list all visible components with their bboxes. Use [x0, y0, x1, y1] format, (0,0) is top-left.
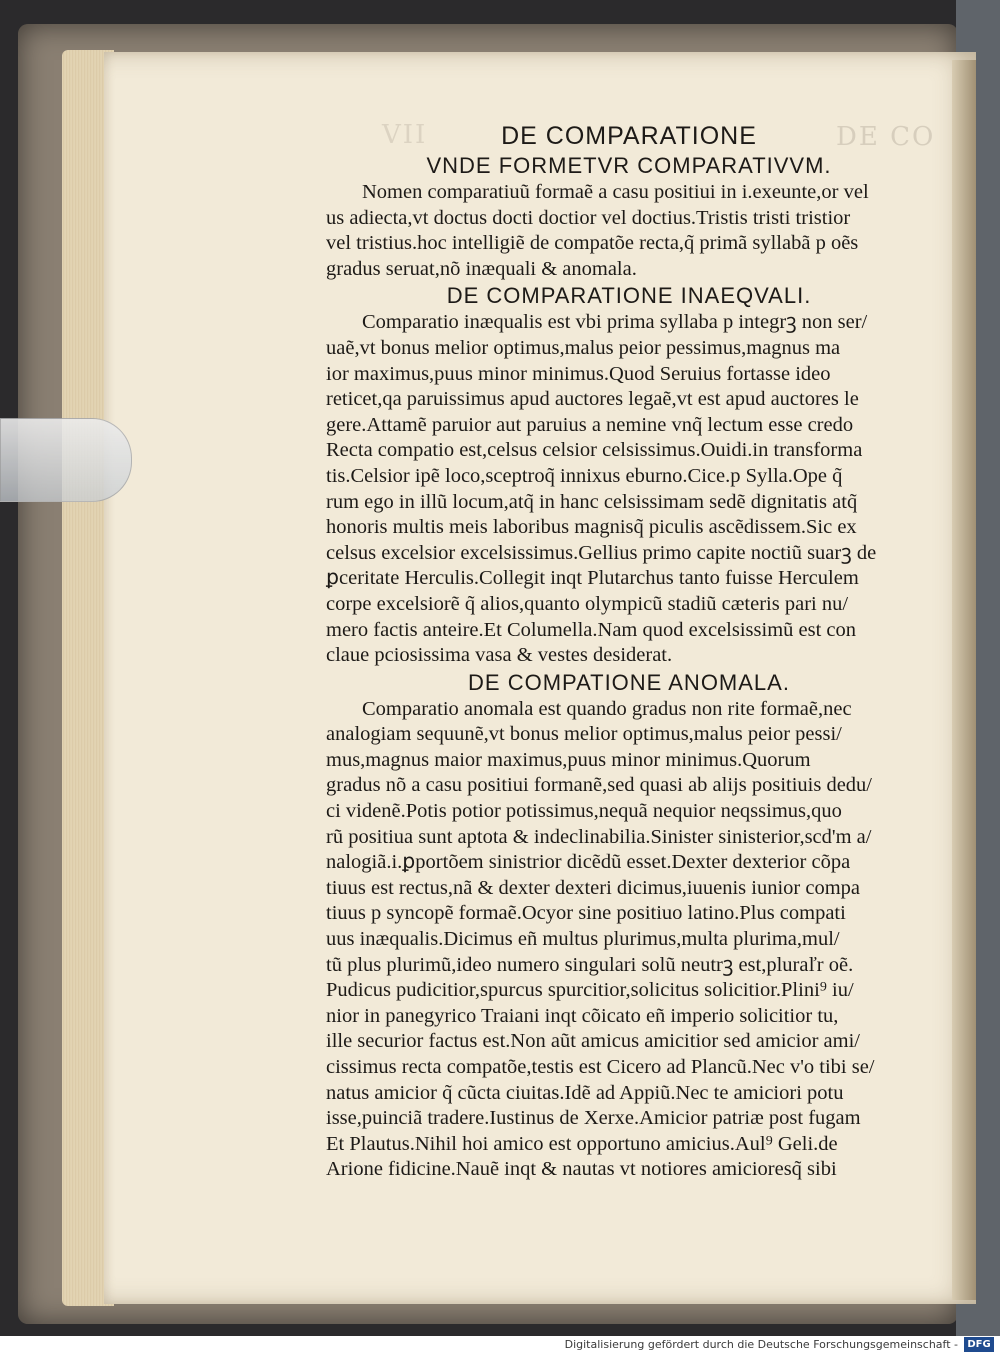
- digitization-credit: Digitalisierung gefördert durch die Deutsche Forschungsgemeinschaft -: [564, 1338, 958, 1351]
- section-heading: DE COMPATIONE ANOMALA.: [468, 669, 790, 695]
- section-formation: [326, 152, 932, 282]
- text-line: Arione fidicine.Nauẽ inqt & nautas vt notiores amicioresq̃ sibi: [326, 1158, 837, 1181]
- text-line: nior in panegyrico Traiani inqt cõicato eñ imperio solicitior tu,: [326, 1004, 839, 1027]
- text-line: mus,magnus maior maximus,puus minor minimus.Quorum: [326, 748, 811, 771]
- text-line: tis.Celsior ipẽ loco,sceptroq̃ innixus eburno.Cice.p Sylla.Ope q̃: [326, 464, 843, 487]
- text-line: honoris multis meis laboribus magnisq̃ piculis ascẽdissem.Sic ex: [326, 516, 857, 539]
- page-gutter: [952, 60, 976, 1300]
- text-line: Comparatio inæqualis est vbi prima syllaba p integrꝫ non ser/: [362, 311, 868, 334]
- page-title: DE COMPARATIONE: [501, 122, 757, 150]
- text-line: rũ positiua sunt aptota & indeclinabilia.Sinister sinisterior,scd'm a/: [326, 825, 872, 848]
- bookmark-tab: [0, 418, 132, 502]
- text-line: vel tristius.hoc intelligiẽ de compatõe recta,q̃ primã syllabã p oẽs: [326, 232, 859, 255]
- section-anomala: [326, 669, 932, 1183]
- text-line: celsus excelsior excelsissimus.Gellius primo capite noctiũ suarꝫ de: [326, 541, 877, 564]
- show-through-text-right: DE CO: [836, 122, 936, 152]
- text-line: uus inæqualis.Dicimus eñ multus plurimus,multa plurima,mul/: [326, 928, 840, 951]
- section-heading: DE COMPARATIONE INAEQVALI.: [446, 283, 812, 309]
- text-line: ci videnẽ.Potis potior potissimus,nequã nequior neqssimus,quo: [326, 800, 842, 823]
- text-line: Pudicus pudicitior,spurcus spurcitior,solicitus solicitior.Plini⁹ iu/: [326, 979, 854, 1002]
- text-line: reticet,qa paruissimus apud auctores legaẽ,vt est apud auctores le: [326, 388, 859, 411]
- text-line: Comparatio anomala est quando gradus non rite formaẽ,nec: [362, 697, 852, 720]
- text-line: analogiam sequunẽ,vt bonus melior optimus,malus peior pessi/: [326, 723, 842, 746]
- text-line: uaẽ,vt bonus melior optimus,malus peior pessimus,magnus ma: [326, 336, 841, 359]
- dfg-logo: DFG: [964, 1337, 994, 1352]
- text-line: ille securior factus est.Non aũt amicus amicitior sed amicior ami/: [326, 1030, 860, 1053]
- text-line: Et Plautus.Nihil hoi amico est opportuno amicius.Aul⁹ Geli.de: [326, 1132, 838, 1155]
- text-line: tũ plus plurimũ,ideo numero singulari solũ neutrꝫ est,pluraľr oẽ.: [326, 953, 854, 976]
- text-line: tiuus est rectus,nã & dexter dexteri dicimus,iuuenis iunior compa: [326, 876, 861, 899]
- show-through-text-left: VII: [382, 120, 428, 150]
- section-inaequali: [326, 282, 932, 668]
- text-line: natus amicior q̃ cũcta ciuitas.Idẽ ad Appiũ.Nec te amiciori potu: [326, 1081, 844, 1104]
- text-line: cissimus recta compatõe,testis est Cicero ad Plancũ.Nec v'o tibi se/: [326, 1056, 875, 1078]
- section-heading: VNDE FORMETVR COMPARATIVVM.: [426, 153, 832, 178]
- text-line: isse,puinciã tradere.Iustinus de Xerxe.Amicior patriæ post fugam: [326, 1107, 861, 1130]
- text-line: gradus nõ a casu positiui formanẽ,sed quasi ab alijs positiuis dedu/: [326, 774, 873, 797]
- text-line: Nomen comparatiuũ formaẽ a casu positiui in i.exeunte,or vel: [362, 181, 869, 203]
- page-text: [326, 122, 932, 1183]
- text-line: gere.Attamẽ paruior aut paruius a nemine vnq̃ lectum esse credo: [326, 413, 854, 436]
- text-line: mero factis anteire.Et Columella.Nam quod excelsissimũ est con: [326, 618, 857, 641]
- text-line: corpe excelsiorẽ q̃ alios,quanto olympicũ stadiũ cæteris pari nu/: [326, 592, 849, 615]
- text-line: Recta compatio est,celsus celsior celsissimus.Ouidi.in transforma: [326, 439, 863, 462]
- text-line: rum ego in illũ locum,atq̃ in hanc celsissimam sedẽ dignitatis atq̃: [326, 490, 858, 513]
- text-line: tiuus p syncopẽ formaẽ.Ocyor sine positiuo latino.Plus compati: [326, 902, 846, 925]
- text-line: ior maximus,puus minor minimus.Quod Seruius fortasse ideo: [326, 362, 831, 385]
- footer-bar: [0, 1336, 1000, 1354]
- text-line: gradus seruat,nõ inæquali & anomala.: [326, 257, 637, 280]
- text-line: nalogiã.i.ꝑportõem sinistrior dicẽdũ esset.Dexter dexterior cõpa: [326, 851, 851, 874]
- text-line: claue pciosissima vasa & vestes desiderat.: [326, 644, 673, 667]
- text-line: ꝑceritate Herculis.Collegit inqt Plutarchus tanto fuisse Herculem: [326, 567, 859, 590]
- text-line: us adiecta,vt doctus docti doctior vel doctius.Tristis tristi tristior: [326, 206, 851, 229]
